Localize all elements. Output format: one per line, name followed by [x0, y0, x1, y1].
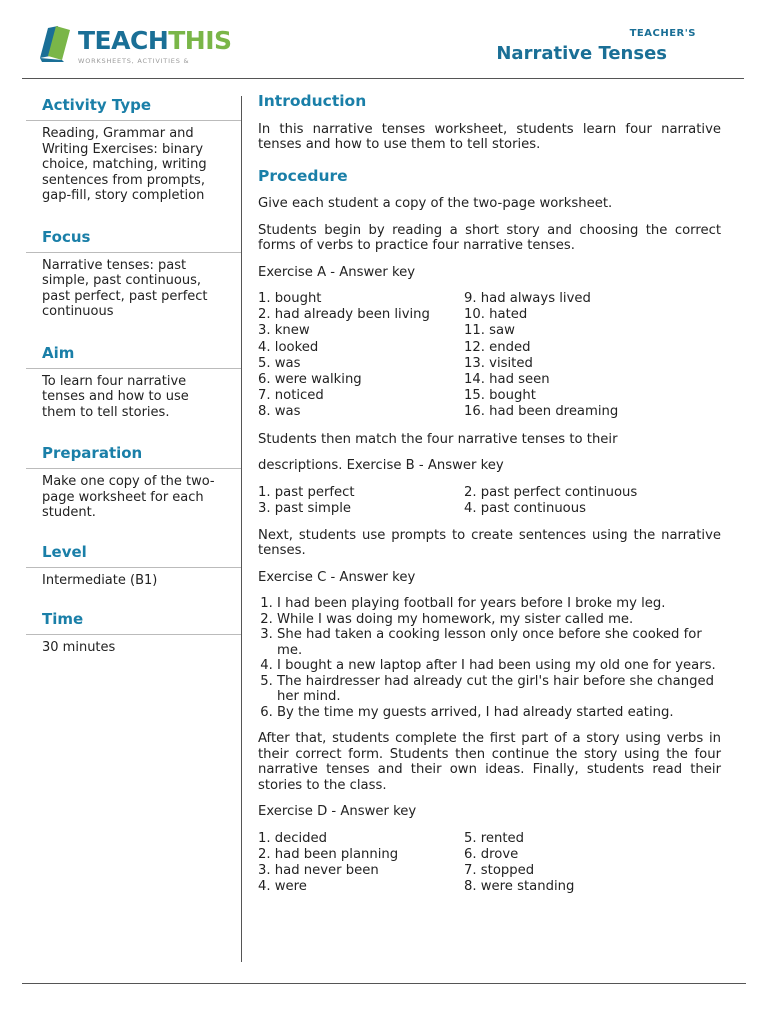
answer-item: 13. visited	[464, 355, 533, 371]
answer-item: 2. past perfect continuous	[464, 484, 638, 500]
exercise-b-label: descriptions. Exercise B - Answer key	[258, 458, 504, 473]
answer-item: 6. By the time my guests arrived, I had already started eating.	[277, 705, 721, 721]
book-icon	[36, 22, 76, 64]
answer-item: 11. saw	[464, 323, 515, 339]
page-header	[0, 0, 768, 80]
main-content	[258, 94, 721, 907]
answer-column-left	[258, 291, 464, 421]
exercise-b-answers	[258, 485, 721, 517]
answer-item: 7. stopped	[464, 863, 535, 879]
answer-item: 4. looked	[258, 339, 319, 355]
answer-item: 5. rented	[464, 830, 525, 846]
sidebar-heading: Activity Type	[26, 96, 242, 121]
exercise-c-answers	[258, 596, 721, 720]
answer-item: 4. I bought a new laptop after I had been using my old one for years.	[277, 658, 721, 674]
answer-column-right	[464, 831, 670, 896]
sidebar-section-activity-type	[26, 96, 242, 204]
footer-divider	[22, 983, 746, 984]
sidebar-section-aim	[26, 344, 242, 421]
sidebar-body: Intermediate (B1)	[42, 572, 158, 588]
sidebar-body: Reading, Grammar and Writing Exercises: binary choice, matching, writing sentences from prompts, gap-fill, story completion	[42, 126, 207, 203]
answer-item: 1. I had been playing football for years before I broke my leg.	[277, 596, 721, 612]
procedure-step: Give each student a copy of the two-page worksheet.	[258, 196, 613, 211]
teach-this-logo	[36, 22, 236, 72]
exercise-a-answers	[258, 291, 721, 421]
answer-item: 4. past continuous	[464, 500, 586, 516]
answer-item: 14. had seen	[464, 371, 550, 387]
answer-item: 16. had been dreaming	[464, 404, 619, 420]
sidebar-heading: Aim	[26, 344, 242, 369]
answer-column-right	[464, 291, 670, 421]
answer-item: 2. While I was doing my homework, my sister called me.	[277, 612, 721, 628]
exercise-a-label: Exercise A - Answer key	[258, 264, 416, 280]
answer-item: 5. The hairdresser had already cut the girl's hair before she changed her mind.	[277, 674, 721, 705]
sidebar-section-preparation	[26, 444, 242, 521]
sidebar-body: Narrative tenses: past simple, past continuous, past perfect, past perfect continuous	[42, 257, 208, 319]
answer-item: 10. hated	[464, 307, 528, 323]
answer-item: 8. was	[258, 404, 301, 420]
sidebar-heading: Time	[26, 610, 242, 635]
introduction-heading: Introduction	[258, 92, 367, 110]
answer-item: 3. She had taken a cooking lesson only once before she cooked for me.	[277, 627, 721, 658]
answer-item: 3. had never been	[258, 863, 379, 879]
sidebar-heading: Level	[26, 543, 242, 568]
introduction-text: In this narrative tenses worksheet, students learn four narrative tenses and how to use them to tell stories.	[258, 121, 721, 152]
answer-item: 7. noticed	[258, 388, 324, 404]
sidebar-section-level	[26, 543, 242, 589]
procedure-step: Students begin by reading a short story and choosing the correct forms of verbs to practice four narrative tenses.	[258, 222, 721, 253]
sidebar-body: 30 minutes	[42, 640, 116, 655]
sidebar	[26, 96, 242, 674]
answer-item: 9. had always lived	[464, 291, 591, 306]
logo-tagline: WORKSHEETS, ACTIVITIES &	[78, 57, 190, 65]
procedure-step: Next, students use prompts to create sentences using the narrative tenses.	[258, 527, 721, 559]
procedure-step: After that, students complete the first part of a story using verbs in their correct form. Students then continue the story using the four narrative tenses and their own ideas. Finally, students read their stories to the class.	[258, 731, 721, 793]
answer-item: 3. knew	[258, 323, 310, 339]
answer-item: 15. bought	[464, 388, 536, 404]
answer-column-left	[258, 485, 464, 517]
answer-item: 8. were standing	[464, 879, 575, 895]
sidebar-heading: Preparation	[26, 444, 242, 469]
sidebar-heading: Focus	[26, 228, 242, 253]
answer-item: 1. past perfect	[258, 484, 355, 500]
answer-column-right	[464, 485, 670, 517]
exercise-d-answers	[258, 831, 721, 896]
sidebar-body: Make one copy of the two-page worksheet for each student.	[42, 474, 215, 520]
sidebar-section-focus	[26, 228, 242, 320]
header-divider	[22, 78, 744, 79]
exercise-c-label: Exercise C - Answer key	[258, 569, 416, 585]
answer-item: 2. had been planning	[258, 847, 399, 863]
answer-item: 3. past simple	[258, 500, 351, 516]
procedure-step: Students then match the four narrative tenses to their	[258, 431, 618, 447]
answer-item: 5. was	[258, 355, 301, 371]
logo-wordmark: TEACHTHIS	[78, 26, 232, 55]
answer-item: 12. ended	[464, 339, 531, 355]
answer-item: 1. decided	[258, 830, 328, 846]
answer-item: 6. drove	[464, 847, 519, 863]
answer-item: 6. were walking	[258, 371, 362, 387]
answer-item: 4. were	[258, 879, 307, 895]
sidebar-section-time	[26, 610, 242, 656]
exercise-d-label: Exercise D - Answer key	[258, 804, 417, 820]
document-title: Narrative Tenses	[496, 43, 667, 64]
column-divider	[241, 96, 242, 962]
answer-item: 2. had already been living	[258, 307, 430, 323]
procedure-heading: Procedure	[258, 166, 348, 185]
sidebar-body: To learn four narrative tenses and how to use them to tell stories.	[42, 373, 189, 420]
answer-item: 1. bought	[258, 291, 322, 306]
teachers-notes-label: TEACHER'S	[629, 28, 696, 39]
answer-column-left	[258, 831, 464, 896]
